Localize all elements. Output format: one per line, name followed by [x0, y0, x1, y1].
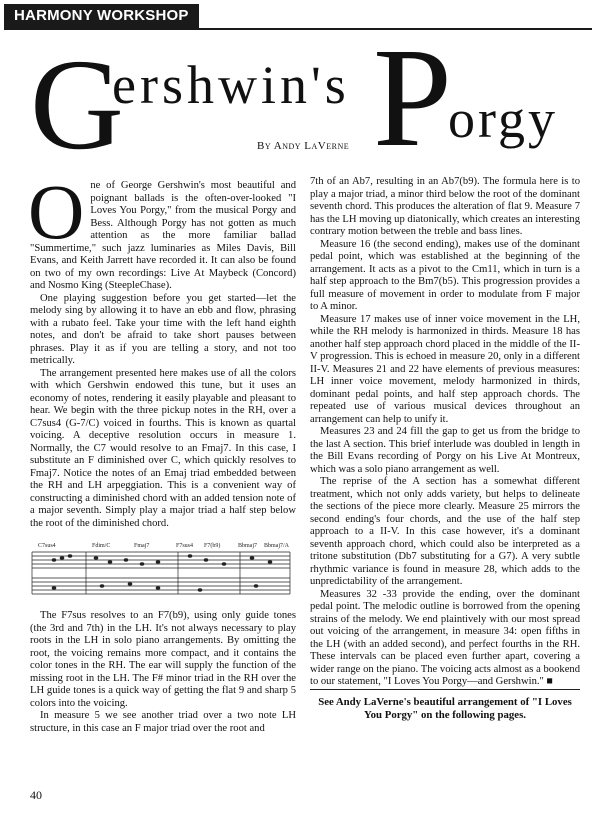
paragraph: The F7sus resolves to an F7(b9), using only guide tones (the 3rd and 7th) in the LH. It's not always necessary to play roots in the LH in solo piano arrangements. By omitting the root, the voicing remains more compact, and it contains the color tones in the RH. The ear will supply the function of the missing root in the LH. The F# minor triad in the RH over the LH guide tones is a quick way of getting the flat 9 and sharp 5 colors into the voicing. [30, 610, 296, 709]
section-tag: HARMONY WORKSHOP [4, 4, 199, 28]
left-column [28, 168, 296, 735]
chord-symbol: F7(b9) [204, 543, 221, 549]
paragraph: 7th of an Ab7, resulting in an Ab7(b9). The formula here is to play a major triad, a minor third below the root of the dominant seventh chord. This produces the alteration of flat 9. Measure 7 has the LH moving up diatonically, which creates an interesting contrary motion between the treble and bass lines. [310, 176, 580, 237]
chord-symbol: Fmaj7 [134, 543, 150, 549]
title-drop-cap-p: P [373, 18, 452, 176]
paragraph: Measure 17 makes use of inner voice movement in the LH, while the RH melody is harmonized in thirds. Measure 18 has another half step approach chord placed in the middle of the II-V progression. This is echoed in measure 20, only in a different II-V. Measures 21 and 22 have elements of previous measures: LH inner voice movement, melody harmonized in thirds, dominant pedal points, and half step approach chords. The repeated use of various musical devices throughout an arrangement can help to unify it. [310, 313, 580, 425]
closing-note: See Andy LaVerne's beautiful arrangement of "I Loves You Porgy" on the following pages. [310, 689, 580, 722]
paragraph: One of George Gershwin's most beautiful and poignant ballads is the often-over-looked "I Loves You Porgy," from the musical Porgy and Bess. Although Porgy has not gotten as much attention as the more familiar ballad "Summertime," such jazz luminaries as Miles Davis, Bill Evans, and Keith Jarrett have recorded it. It can also be found on two of my own recordings: Live At Maybeck (Concord) and Nosmo King (SteepleChase). [28, 168, 296, 291]
title-drop-cap-g: G [30, 33, 124, 177]
paragraph: One playing suggestion before you get started—let the melody sing by allowing it to have an ebb and flow, phrasing with a rubato feel. Take your time with the left hand eighth notes, and don't be afraid to take short pauses between phrases. Play it as if you are telling a story, and not too metrically. [30, 292, 296, 366]
title-line-2: orgy [448, 89, 559, 149]
paragraph: Measures 23 and 24 fill the gap to get us from the bridge to the last A section. This brief interlude was doubled in length in the Bill Evans recording of Porgy on his Live At Montreux, which was a solo piano arrangement as well. [310, 426, 580, 475]
chord-symbol: Bbmaj7 [238, 543, 257, 549]
chord-symbol: C7sus4 [38, 543, 56, 549]
chord-symbol: Bbmaj7/A [264, 543, 289, 549]
paragraph: The arrangement presented here makes use of all the colors with which Gershwin endowed this tune, but it uses an economy of notes, rendering it easily playable and pleasant to hear. We begin with the three pickup notes in the RH, over a C7sus4 (G-7/C) voiced in fourths. This is known as quartal voicing. A deceptive resolution occurs in measure 1. Normally, the C7 would resolve to an Fmaj7. In this case, I substitute an F diminished over C, which quickly resolves to Fmaj7. Notice the notes of an Emaj triad embedded between the RH and LH arpeggiation. This is a convenient way of constructing a diminished chord with an added tension note of a major seventh. Simply play a major triad a half step below the root of the diminished chord. [30, 367, 296, 529]
paragraph: Measure 16 (the second ending), makes use of the dominant pedal point, which was established at the beginning of the arrangement. It acts as a pivot to the Cm11, which in turn is a half step approach to the Bm7(b5). This progression provides a full measure of movement in order to modulate from F major to A minor. [310, 238, 580, 312]
paragraph: The reprise of the A section has a somewhat different treatment, which not only adds variety, but helps to delineate the sections of the piece more clearly. Measure 25 mirrors the second ending's four chords, and the use of the half step approach to a II-V. In this case however, it's a dominant seventh approach chord, which could also be interpreted as a tritone substitution (Db7 substituting for a G7). A very subtle rhythmic variance is found in measure 28, which adds to the unpredictability of the arrangement. [310, 476, 580, 587]
header-rule [4, 28, 592, 30]
page-number: 40 [30, 788, 42, 802]
music-example [30, 538, 292, 598]
title-line-1: ershwin's [112, 55, 350, 115]
byline: By Andy LaVerne [257, 140, 350, 152]
chord-symbol: F7sus4 [176, 543, 194, 549]
staff-notation [30, 538, 292, 598]
right-column [310, 176, 580, 722]
chord-symbol: Fdim/C [92, 543, 111, 549]
drop-cap-o: O [28, 168, 85, 255]
paragraph: Measures 32 -33 provide the ending, over the dominant pedal point. The melodic outline is borrowed from the opening strains of the melody. We end plaintively with our most spread out voicing of the arrangement, in measure 34: open fifths in the LH (with an added second), and perfect fourths in the RH. These intervals can be placed even further apart, covering a wider range on the piano. The voicing acts almost as a bookend to our statement, "I Loves You Porgy—and Gershwin." ■ [310, 588, 580, 687]
paragraph: In measure 5 we see another triad over a two note LH structure, in this case an F major triad over the root and [30, 710, 296, 734]
